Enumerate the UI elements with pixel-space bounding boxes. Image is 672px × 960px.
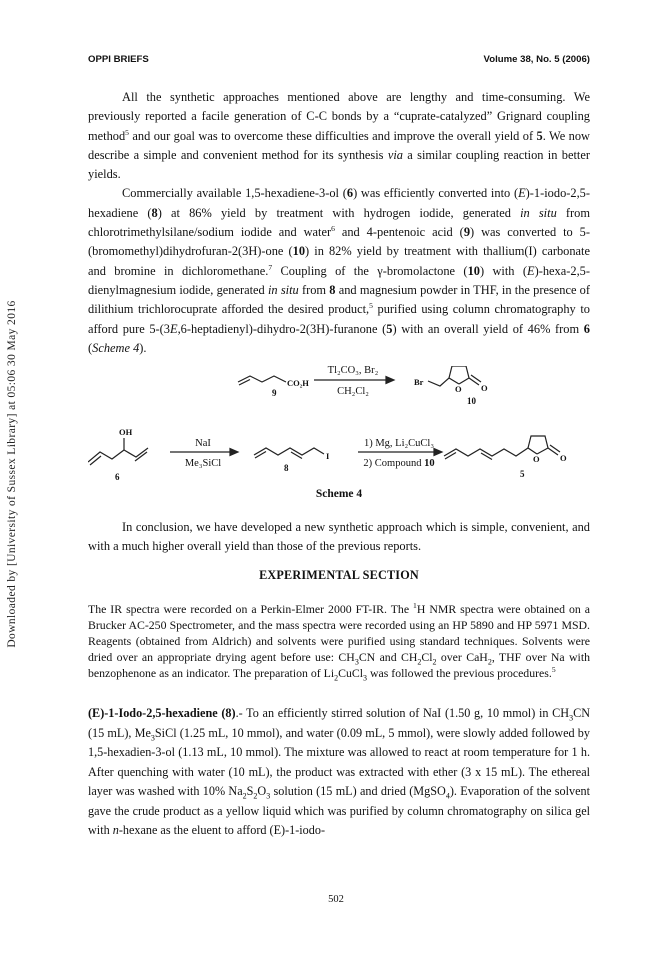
procedure-title: (E)-1-Iodo-2,5-hexadiene (8) [88,706,236,720]
reagent-compound-10: 2) Compound 10 [363,458,435,469]
reagent-tl-br: Tl₂CO₃, Br₂ [327,366,379,376]
compound-8-label: 8 [284,463,289,473]
volume-issue-label: Volume 38, No. 5 (2006) [483,54,590,65]
procedure-iodohexadiene: (E)-1-Iodo-2,5-hexadiene (8).- To an efficiently stirred solution of NaI (1.50 g, 10 mmol) in $CH_3CN$ (15 mL), $Me_3SiCl$ (1.25 mL, 10 mmol), and water (0.09 mL, 5 mmol), were slowly added followed by 1,5-hexadien-3-ol (1.13 mL, 10 mmol). The mixture was allowed to react at room temperature for 1 h. After quenching with water (10 mL), the product was extracted with ether (3 x 15 mL). The ethereal layer was washed with 10% $Na_2S_2O_3$ solution (15 mL) and dried (MgSO$_4$). Evaporation of the solvent gave the crude product as a yellow liquid which was purified by column chromatography on silica gel with n-hexane as the eluent to afford (E)-1-iodo- [88,706,591,837]
reaction-scheme-4 [88,366,590,504]
reagent-mg-cuprate: 1) Mg, Li₂CuCl₃ [363,438,435,449]
compound-10-label: 10 [467,396,476,406]
intro-paragraph-2: Commercially available 1,5-hexadiene-3-ol (6) was efficiently converted into (E)-1-iodo-2,5-hexadiene (8) at 86% yield by treatment with hydrogen iodide, generated in situ from chlorotrimethylsilane/sodium iodide and water$^6$ and 4-pentenoic acid (9) was converted to 5-(bromomethyl)dihydrofuran-2(3H)-one (10) in 82% yield by treatment with thallium(I) carbonate and bromine in dichloromethane.$^7$ Coupling of the γ-bromolactone (10) with (E)-hexa-2,5-dienylmagnesium iodide, generated in situ from 8 and magnesium powder in THF, in the presence of dilithium trichlorocuprate afforded the desired product,$^5$ purified using column chromatography to afford pure 5-(3E,6-heptadienyl)-dihydro-2(3H)-furanone (5) with an overall yield of 46% from 6 (Scheme 4). [88,186,591,355]
compound-ref: 5 [536,128,543,143]
compound-5-label: 5 [520,469,525,479]
iodo-label: I [326,451,330,461]
scheme-title: Scheme 4 [315,488,363,500]
intro-text [88,88,590,358]
experimental-heading: EXPERIMENTAL SECTION [259,568,419,582]
lactone-ring-o: O [455,384,462,394]
structure-9 [238,376,286,382]
lactone-carbonyl-o-5: O [560,453,567,463]
conclusion-text [88,518,590,557]
experimental-general: The IR spectra were recorded on a Perkin-Elmer 2000 FT-IR. The $^1$H NMR spectra were obtained on a Brucker AC-250 Spectrometer, and the mass spectra were recorded using an HP 5890 and HP 5971 MSD. Reagents (obtained from Aldrich) and solvents were purified using standard techniques. Solvents were dried over an appropriate drying agent before use: $CH_3CN$ and $CH_2Cl_2$ over CaH$_2$, THF over Na with benzophenone as an indicator. The preparation of $Li_2CuCl_3$ was followed the previous procedures.$^5$ [88,601,591,683]
reagent-tmscl: Me₃SiCl [184,458,222,469]
bromo-label: Br [414,377,424,387]
page-number: 502 [328,894,344,905]
hydroxyl-label: OH [119,427,133,437]
citation-ref: 5 [125,127,129,137]
structure-5 [444,448,537,456]
compound-9-label: 9 [272,388,277,398]
download-watermark: Downloaded by [University of Sussex Library] at 05:06 30 May 2016 [6,300,18,648]
lactone-ring-o-5: O [533,454,540,464]
compound-6-label: 6 [115,472,120,482]
carboxylic-acid-label: CO₂H [287,378,309,388]
structure-8 [254,448,324,455]
scheme-drawing [88,366,590,504]
conclusion-paragraph: In conclusion, we have developed a new synthetic approach which is simple, convenient, and with a much higher overall yield than those of the previous reports. [88,520,590,554]
intro-paragraph-1: All the synthetic approaches mentioned above are lengthy and time-consuming. We previously reported a facile generation of C-C bonds by a “cuprate-catalyzed” Grignard coupling method$^5$ and our goal was to overcome these difficulties and improve the overall yield of 5. We now describe a simple and convenient method for its synthesis via a similar coupling reaction in better yields. [88,90,590,182]
running-header [88,54,590,65]
lactone-carbonyl-o: O [481,383,488,393]
journal-section-label: OPPI BRIEFS [88,54,149,65]
reagent-nai: NaI [195,438,211,449]
solvent-dcm: CH₂Cl₂ [337,386,369,397]
